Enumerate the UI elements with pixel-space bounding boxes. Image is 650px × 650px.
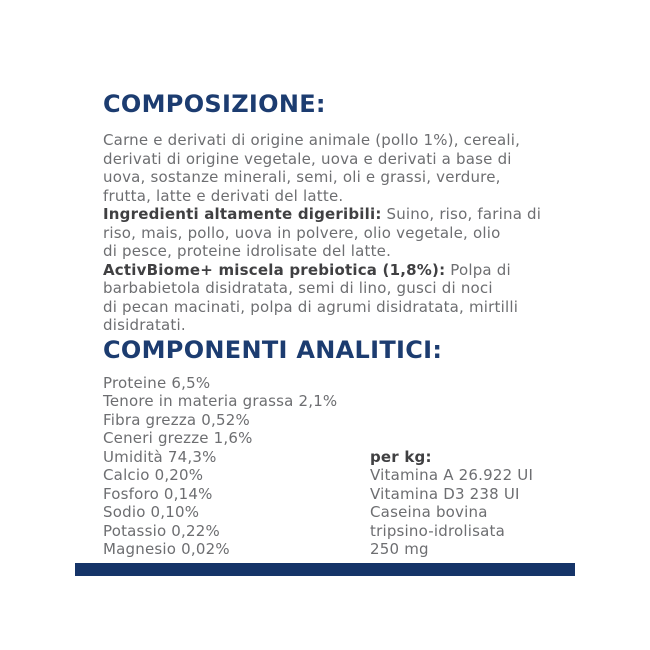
composition-line: frutta, latte e derivati del latte. (103, 186, 344, 205)
composition-line: disidratati. (103, 316, 186, 334)
analytics-item: Fibra grezza 0,52% (103, 410, 250, 429)
per-kg-item: Caseina bovina (370, 503, 488, 521)
analytics-item: Calcio 0,20% (103, 466, 204, 484)
composition-line: uova, sostanze minerali, semi, oli e grassi, verdure, (103, 168, 501, 186)
analytics-item: Proteine 6,5% (103, 373, 211, 392)
analytics-item: Umidità 74,3% (103, 447, 217, 466)
composition-line: ActivBiome+ miscela prebiotica (1,8%): Polpa di (103, 260, 511, 279)
analytics-item: Fosforo 0,14% (103, 484, 213, 503)
composition-line: barbabietola disidratata, semi di lino, gusci di noci (103, 279, 493, 297)
analytics-title: COMPONENTI ANALITICI: (103, 335, 443, 364)
per-kg-block (370, 448, 533, 559)
composition-paragraph (103, 131, 603, 335)
label-content (103, 90, 603, 559)
composition-line: Carne e derivati di origine animale (pollo 1%), cereali, (103, 131, 521, 149)
composition-title: COMPOSIZIONE: (103, 90, 326, 118)
analytics-item: Magnesio 0,02% (103, 540, 230, 558)
per-kg-item: tripsino-idrolisata (370, 521, 506, 540)
bottom-divider-bar (75, 563, 575, 576)
analytics-item: Sodio 0,10% (103, 503, 200, 521)
per-kg-title: per kg: (370, 447, 432, 466)
analytics-item: Potassio 0,22% (103, 521, 220, 540)
analytics-item: Ceneri grezze 1,6% (103, 429, 253, 447)
per-kg-item: 250 mg (370, 540, 429, 558)
analytics-item: Tenore in materia grassa 2,1% (103, 392, 338, 410)
composition-line: riso, mais, pollo, uova in polvere, olio vegetale, olio (103, 223, 501, 242)
composition-line: di pesce, proteine idrolisate del latte. (103, 242, 392, 260)
per-kg-item: Vitamina A 26.922 UI (370, 466, 534, 484)
composition-line: derivati di origine vegetale, uova e derivati a base di (103, 149, 512, 168)
per-kg-list (370, 466, 533, 559)
per-kg-item: Vitamina D3 238 UI (370, 484, 520, 503)
composition-line: Ingredienti altamente digeribili: Suino, riso, farina di (103, 205, 542, 223)
composition-line: di pecan macinati, polpa di agrumi disidratata, mirtilli (103, 297, 519, 316)
analytics-section (103, 374, 603, 559)
